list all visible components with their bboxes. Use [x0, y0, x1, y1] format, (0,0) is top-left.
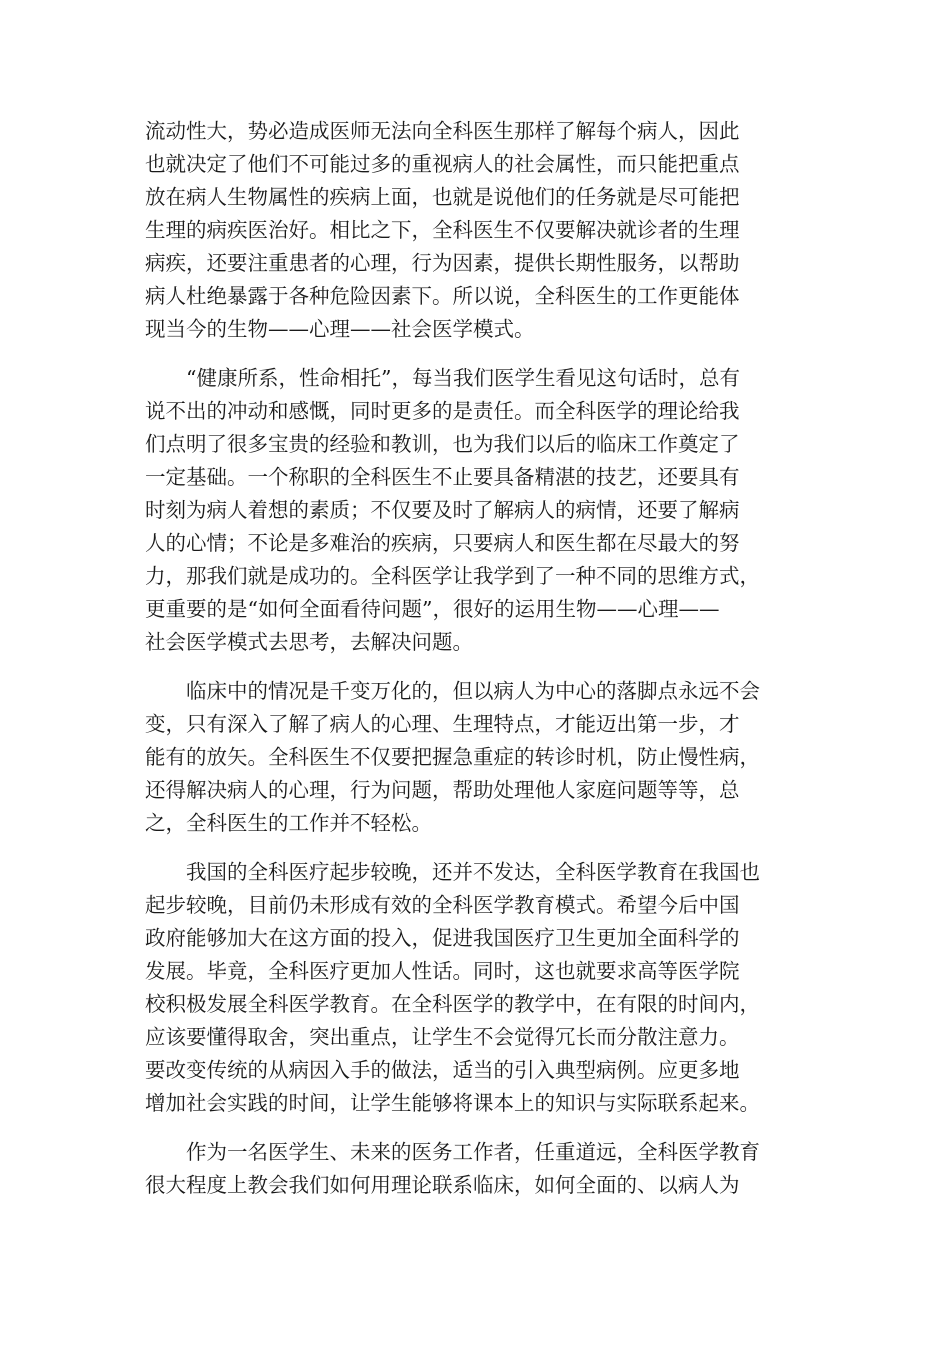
text-line: 病疾，还要注重患者的心理，行为因素，提供长期性服务，以帮助	[145, 251, 740, 275]
text-line: 说不出的冲动和感慨，同时更多的是责任。而全科医学的理论给我	[145, 399, 740, 423]
text-line: 应该要懂得取舍，突出重点，让学生不会觉得冗长而分散注意力。	[145, 1025, 740, 1049]
text-line: 政府能够加大在这方面的投入，促进我国医疗卫生更加全面科学的	[145, 926, 740, 950]
text-line: 我国的全科医疗起步较晚，还并不发达，全科医学教育在我国也	[186, 860, 760, 884]
text-line: 发展。毕竟，全科医疗更加人性话。同时，这也就要求高等医学院	[145, 959, 740, 983]
text-line: 还得解决病人的心理，行为问题，帮助处理他人家庭问题等等，总	[145, 778, 740, 802]
text-line: “健康所系，性命相托”，每当我们医学生看见这句话时，总有	[186, 366, 740, 390]
text-line: 变，只有深入了解了病人的心理、生理特点，才能迈出第一步，才	[145, 712, 740, 736]
text-line: 能有的放矢。全科医生不仅要把握急重症的转诊时机，防止慢性病，	[145, 745, 760, 769]
text-line: 病人杜绝暴露于各种危险因素下。所以说，全科医生的工作更能体	[145, 284, 740, 308]
text-line: 流动性大，势必造成医师无法向全科医生那样了解每个病人，因此	[145, 119, 740, 143]
text-line: 时刻为病人着想的素质；不仅要及时了解病人的病情，还要了解病	[145, 498, 740, 522]
text-line: 现当今的生物——心理——社会医学模式。	[145, 317, 535, 341]
text-line: 社会医学模式去思考，去解决问题。	[145, 630, 473, 654]
text-line: 力，那我们就是成功的。全科医学让我学到了一种不同的思维方式，	[145, 564, 760, 588]
text-line: 作为一名医学生、未来的医务工作者，任重道远，全科医学教育	[186, 1140, 760, 1164]
text-line: 要改变传统的从病因入手的做法，适当的引入典型病例。应更多地	[145, 1058, 740, 1082]
text-line: 校积极发展全科医学教育。在全科医学的教学中，在有限的时间内，	[145, 992, 760, 1016]
text-line: 之，全科医生的工作并不轻松。	[145, 811, 432, 835]
paragraph-1	[145, 115, 765, 346]
text-line: 放在病人生物属性的疾病上面，也就是说他们的任务就是尽可能把	[145, 185, 740, 209]
paragraph-2	[145, 362, 765, 659]
paragraph-3	[145, 675, 765, 840]
text-line: 也就决定了他们不可能过多的重视病人的社会属性，而只能把重点	[145, 152, 740, 176]
text-line: 一定基础。一个称职的全科医生不止要具备精湛的技艺，还要具有	[145, 465, 740, 489]
text-line: 很大程度上教会我们如何用理论联系临床，如何全面的、以病人为	[145, 1173, 740, 1197]
paragraph-4	[145, 856, 765, 1120]
text-line: 人的心情；不论是多难治的疾病，只要病人和医生都在尽最大的努	[145, 531, 740, 555]
text-line: 更重要的是“如何全面看待问题”，很好的运用生物——心理——	[145, 597, 720, 621]
paragraph-5	[145, 1136, 765, 1202]
text-line: 临床中的情况是千变万化的，但以病人为中心的落脚点永远不会	[186, 679, 760, 703]
text-line: 生理的病疾医治好。相比之下，全科医生不仅要解决就诊者的生理	[145, 218, 740, 242]
text-line: 起步较晚，目前仍未形成有效的全科医学教育模式。希望今后中国	[145, 893, 740, 917]
document-body	[145, 115, 765, 1218]
text-line: 们点明了很多宝贵的经验和教训，也为我们以后的临床工作奠定了	[145, 432, 740, 456]
text-line: 增加社会实践的时间，让学生能够将课本上的知识与实际联系起来。	[145, 1091, 760, 1115]
